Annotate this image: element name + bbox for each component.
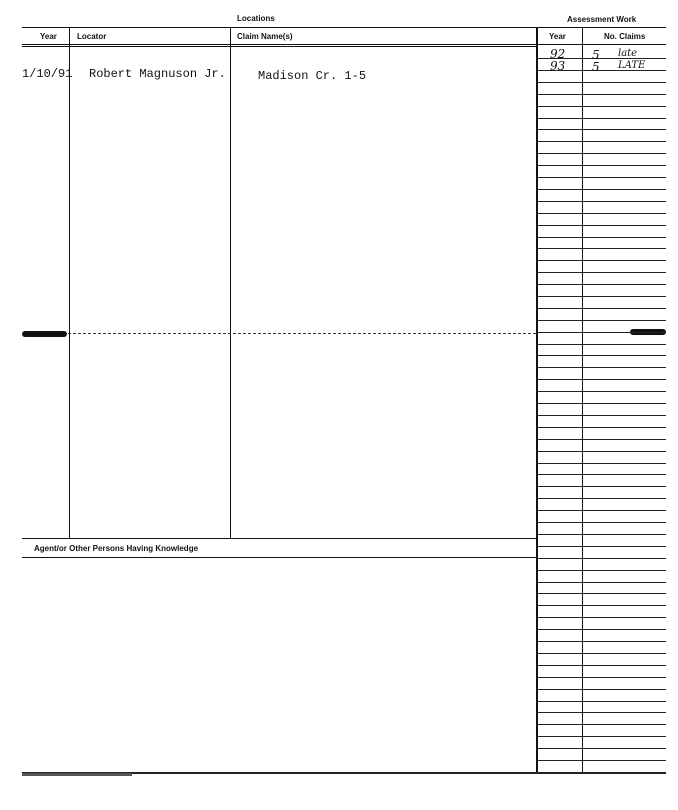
- aw-rule-line: [537, 724, 666, 725]
- header-bottom-rule-2: [22, 46, 536, 47]
- aw-row-2-year: 93: [550, 59, 566, 73]
- aw-rule-line: [537, 379, 666, 380]
- aw-rule-line: [537, 177, 666, 178]
- header-top-rule: [22, 27, 666, 28]
- aw-rule-line: [537, 94, 666, 95]
- col-header-claim-names: Claim Name(s): [237, 32, 293, 41]
- aw-rule-line: [537, 617, 666, 618]
- aw-rule-line: [537, 225, 666, 226]
- aw-rule-line: [537, 415, 666, 416]
- aw-rule-line: [537, 439, 666, 440]
- agent-section-bottom-rule: [22, 557, 536, 558]
- aw-rule-line: [537, 391, 666, 392]
- divider-locator-claims: [230, 28, 231, 538]
- aw-rule-line: [537, 641, 666, 642]
- aw-rule-line: [537, 593, 666, 594]
- col-header-locator: Locator: [77, 32, 107, 41]
- aw-rule-line: [537, 748, 666, 749]
- header-bottom-rule: [22, 44, 666, 45]
- aw-rule-line: [537, 712, 666, 713]
- divider-year-locator: [69, 28, 70, 538]
- aw-row-2-note: LATE: [618, 60, 646, 71]
- aw-rule-line: [537, 522, 666, 523]
- aw-rule-line: [537, 474, 666, 475]
- aw-rule-line: [537, 129, 666, 130]
- aw-rule-line: [537, 546, 666, 547]
- locations-heading: Locations: [237, 14, 275, 23]
- aw-rule-line: [537, 510, 666, 511]
- aw-rule-line: [537, 320, 666, 321]
- aw-rule-line: [537, 653, 666, 654]
- fold-mark-left: [22, 331, 67, 337]
- aw-rule-line: [537, 760, 666, 761]
- assessment-work-heading: Assessment Work: [567, 15, 637, 24]
- aw-rule-line: [537, 272, 666, 273]
- aw-row-2-claims: 5: [592, 60, 600, 74]
- aw-rule-line: [537, 689, 666, 690]
- aw-rule-line: [537, 165, 666, 166]
- aw-rule-line: [537, 189, 666, 190]
- aw-rule-line: [537, 118, 666, 119]
- aw-rule-line: [537, 570, 666, 571]
- aw-rule-line: [537, 367, 666, 368]
- aw-rule-line: [537, 296, 666, 297]
- aw-row-1-note: late: [618, 48, 638, 59]
- aw-rule-line: [537, 629, 666, 630]
- aw-rule-line: [537, 201, 666, 202]
- aw-row-1-year: 92: [550, 47, 566, 61]
- agent-section-label: Agent/or Other Persons Having Knowledge: [34, 544, 199, 553]
- aw-rule-line: [537, 463, 666, 464]
- aw-rule-line: [537, 582, 666, 583]
- divider-claims-assessment: [536, 28, 538, 772]
- aw-rule-line: [537, 403, 666, 404]
- aw-rule-line: [537, 213, 666, 214]
- aw-rule-line: [537, 248, 666, 249]
- aw-rule-line: [537, 558, 666, 559]
- col-header-year: Year: [40, 32, 57, 41]
- aw-rule-line: [537, 736, 666, 737]
- aw-rule-line: [537, 106, 666, 107]
- aw-rule-line: [537, 498, 666, 499]
- entry-date: 1/10/91: [22, 67, 73, 81]
- aw-rule-line: [537, 237, 666, 238]
- aw-rule-line: [537, 332, 666, 333]
- aw-rule-line: [537, 451, 666, 452]
- aw-rule-line: [537, 284, 666, 285]
- aw-rule-line: [537, 534, 666, 535]
- scan-noise-bottom: [22, 773, 132, 776]
- aw-rule-line: [537, 427, 666, 428]
- aw-rule-line: [537, 486, 666, 487]
- aw-rule-line: [537, 605, 666, 606]
- entry-claim-names: Madison Cr. 1-5: [258, 69, 367, 83]
- aw-row-1-claims: 5: [592, 48, 600, 62]
- aw-rule-line: [537, 141, 666, 142]
- aw-rule-line: [537, 260, 666, 261]
- aw-rule-line: [537, 82, 666, 83]
- aw-rule-line: [537, 355, 666, 356]
- aw-rule-line: [537, 677, 666, 678]
- agent-section-top-rule: [22, 538, 536, 539]
- aw-rule-line: [537, 153, 666, 154]
- fold-line: [68, 333, 536, 334]
- divider-aw-year-claims: [582, 28, 583, 772]
- entry-locator: Robert Magnuson Jr.: [89, 67, 226, 81]
- aw-rule-line: [537, 344, 666, 345]
- col-header-no-claims: No. Claims: [604, 32, 646, 41]
- col-header-aw-year: Year: [549, 32, 566, 41]
- aw-rule-line: [537, 701, 666, 702]
- aw-rule-line: [537, 665, 666, 666]
- aw-rule-line: [537, 308, 666, 309]
